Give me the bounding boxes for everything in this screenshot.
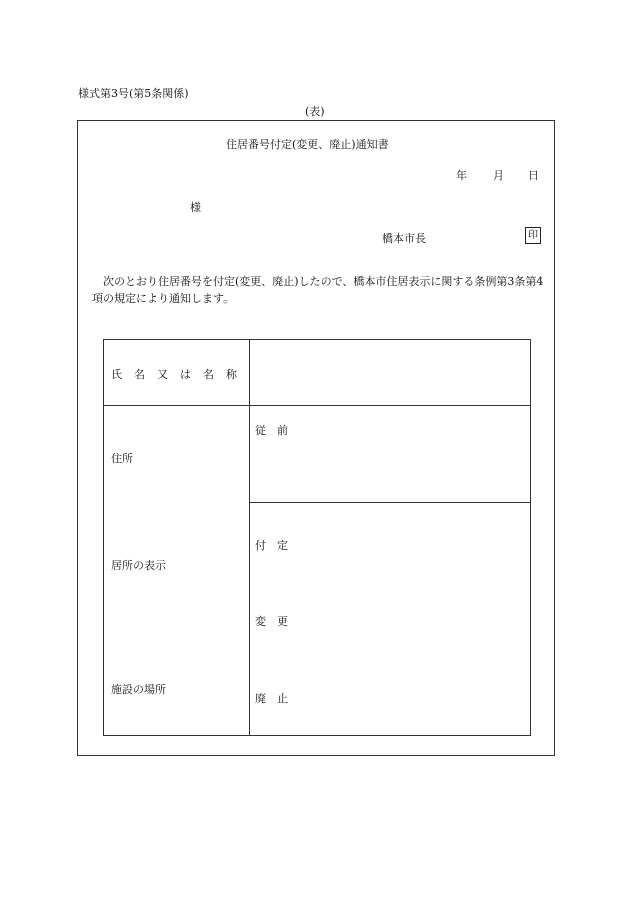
notice-title: 住居番号付定(変更、廃止)通知書: [226, 138, 389, 151]
date-month: 月: [493, 169, 504, 182]
assigned-label: 付 定: [255, 539, 288, 552]
table-divider-vertical: [249, 340, 250, 735]
date-year: 年: [456, 169, 467, 182]
side-label: (表): [305, 105, 325, 118]
changed-label: 変 更: [255, 615, 288, 628]
notice-body: 次のとおり住居番号を付定(変更、廃止)したので、橋本市住居表示に関する条例第3条第4項の規定により通知します。: [92, 275, 544, 305]
table-divider-row1: [104, 405, 530, 406]
facility-label: 施設の場所: [111, 683, 166, 696]
address-label: 住所: [111, 452, 133, 465]
name-label: 氏名又は名称: [111, 368, 249, 381]
table-divider-row2: [249, 502, 530, 503]
info-table: [103, 339, 531, 736]
seal-mark: 印: [525, 227, 541, 244]
residence-label: 居所の表示: [111, 559, 166, 572]
recipient-suffix: 様: [190, 201, 201, 214]
form-number: 様式第3号(第5条関係): [78, 87, 189, 100]
abolished-label: 廃 止: [255, 692, 288, 705]
before-label: 従 前: [255, 424, 288, 437]
sender-name: 橋本市長: [382, 232, 426, 245]
date-day: 日: [528, 169, 539, 182]
name-value-cell[interactable]: [255, 340, 531, 405]
